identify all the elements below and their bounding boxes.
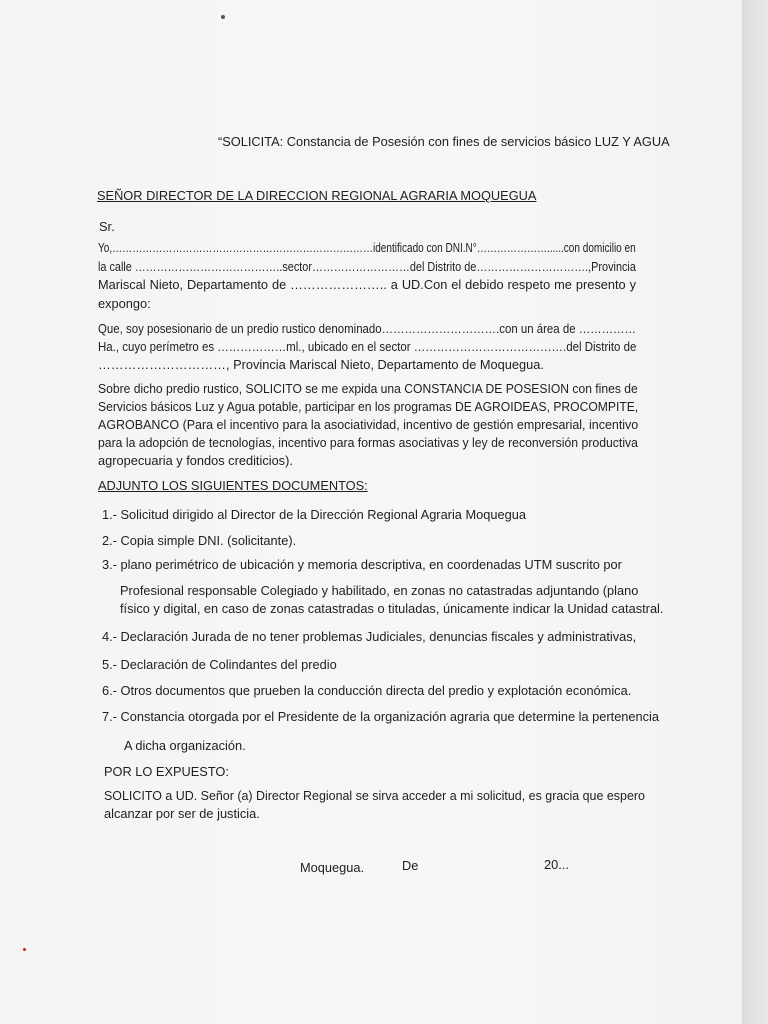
subject-line: “SOLICITA: Constancia de Posesión con fines de servicios básico LUZ Y AGUA: [218, 134, 670, 149]
doc-item-1: 1.- Solicitud dirigido al Director de la Dirección Regional Agraria Moquegua: [102, 507, 526, 522]
date-year: 20...: [544, 857, 569, 872]
para2-line-5: agropecuaria y fondos crediticios).: [98, 453, 293, 468]
doc-item-7-cont: A dicha organización.: [124, 738, 246, 753]
paper-edge: [742, 0, 768, 1024]
doc-item-4: 4.- Declaración Jurada de no tener problemas Judiciales, denuncias fiscales y administrativas,: [102, 629, 637, 644]
intro-line-4: expongo:: [98, 296, 151, 311]
doc-item-3: 3.- plano perimétrico de ubicación y memoria descriptiva, en coordenadas UTM suscrito por: [102, 557, 622, 572]
intro-line-2: la calle …………………………………..sector………………………del Distrito de………………………….,Provincia: [98, 259, 636, 274]
doc-item-3-cont-2: físico y digital, en caso de zonas catastradas o tituladas, únicamente indicar la Unidad catastral.: [120, 601, 664, 616]
ink-speck: [221, 15, 225, 19]
salutation: Sr.: [99, 219, 115, 234]
intro-line-1: Yo,……………………………………………………………………identificado con DNI.N°…………………......con domicilio en: [98, 240, 636, 255]
doc-item-6: 6.- Otros documentos que prueben la conducción directa del predio y explotación económica.: [102, 683, 632, 698]
closing-line-1: SOLICITO a UD. Señor (a) Director Regional se sirva acceder a mi solicitud, es gracia que espero: [104, 788, 645, 803]
para1-line-1: Que, soy posesionario de un predio rustico denominado………………………….con un área de ……………: [98, 321, 636, 336]
para2-line-2: Servicios básicos Luz y Agua potable, participar en los programas DE AGROIDEAS, PROCOMPITE,: [98, 399, 639, 414]
para2-line-4: para la adopción de tecnologías, incentivo para formas asociativas y ley de reconversión productiva: [98, 435, 638, 450]
para1-line-2: Ha., cuyo perímetro es ………………ml., ubicado en el sector ………………………………….del Distrito de: [98, 339, 637, 354]
closing-heading: POR LO EXPUESTO:: [104, 764, 229, 779]
doc-item-3-cont-1: Profesional responsable Colegiado y habilitado, en zonas no catastradas adjuntando (plano: [120, 583, 639, 598]
doc-item-5: 5.- Declaración de Colindantes del predio: [102, 657, 337, 672]
addressee-heading: SEÑOR DIRECTOR DE LA DIRECCION REGIONAL AGRARIA MOQUEGUA: [97, 188, 537, 203]
date-de: De: [402, 858, 419, 873]
ink-speck: [23, 948, 26, 951]
doc-item-7: 7.- Constancia otorgada por el Presidente de la organización agraria que determine la pertenencia: [102, 709, 660, 724]
docs-heading: ADJUNTO LOS SIGUIENTES DOCUMENTOS:: [98, 478, 368, 493]
intro-line-3: Mariscal Nieto, Departamento de ………………….. a UD.Con el debido respeto me presento y: [98, 277, 636, 292]
date-city: Moquegua.: [300, 860, 365, 875]
doc-item-2: 2.- Copia simple DNI. (solicitante).: [102, 533, 297, 548]
closing-line-2: alcanzar por ser de justicia.: [104, 806, 260, 821]
para2-line-1: Sobre dicho predio rustico, SOLICITO se me expida una CONSTANCIA DE POSESION con fines de: [98, 381, 638, 396]
para2-line-3: AGROBANCO (Para el incentivo para la asociatividad, incentivo de gestión empresarial, incentivo: [98, 417, 639, 432]
para1-line-3: …………………………, Provincia Mariscal Nieto, Departamento de Moquegua.: [98, 357, 544, 372]
